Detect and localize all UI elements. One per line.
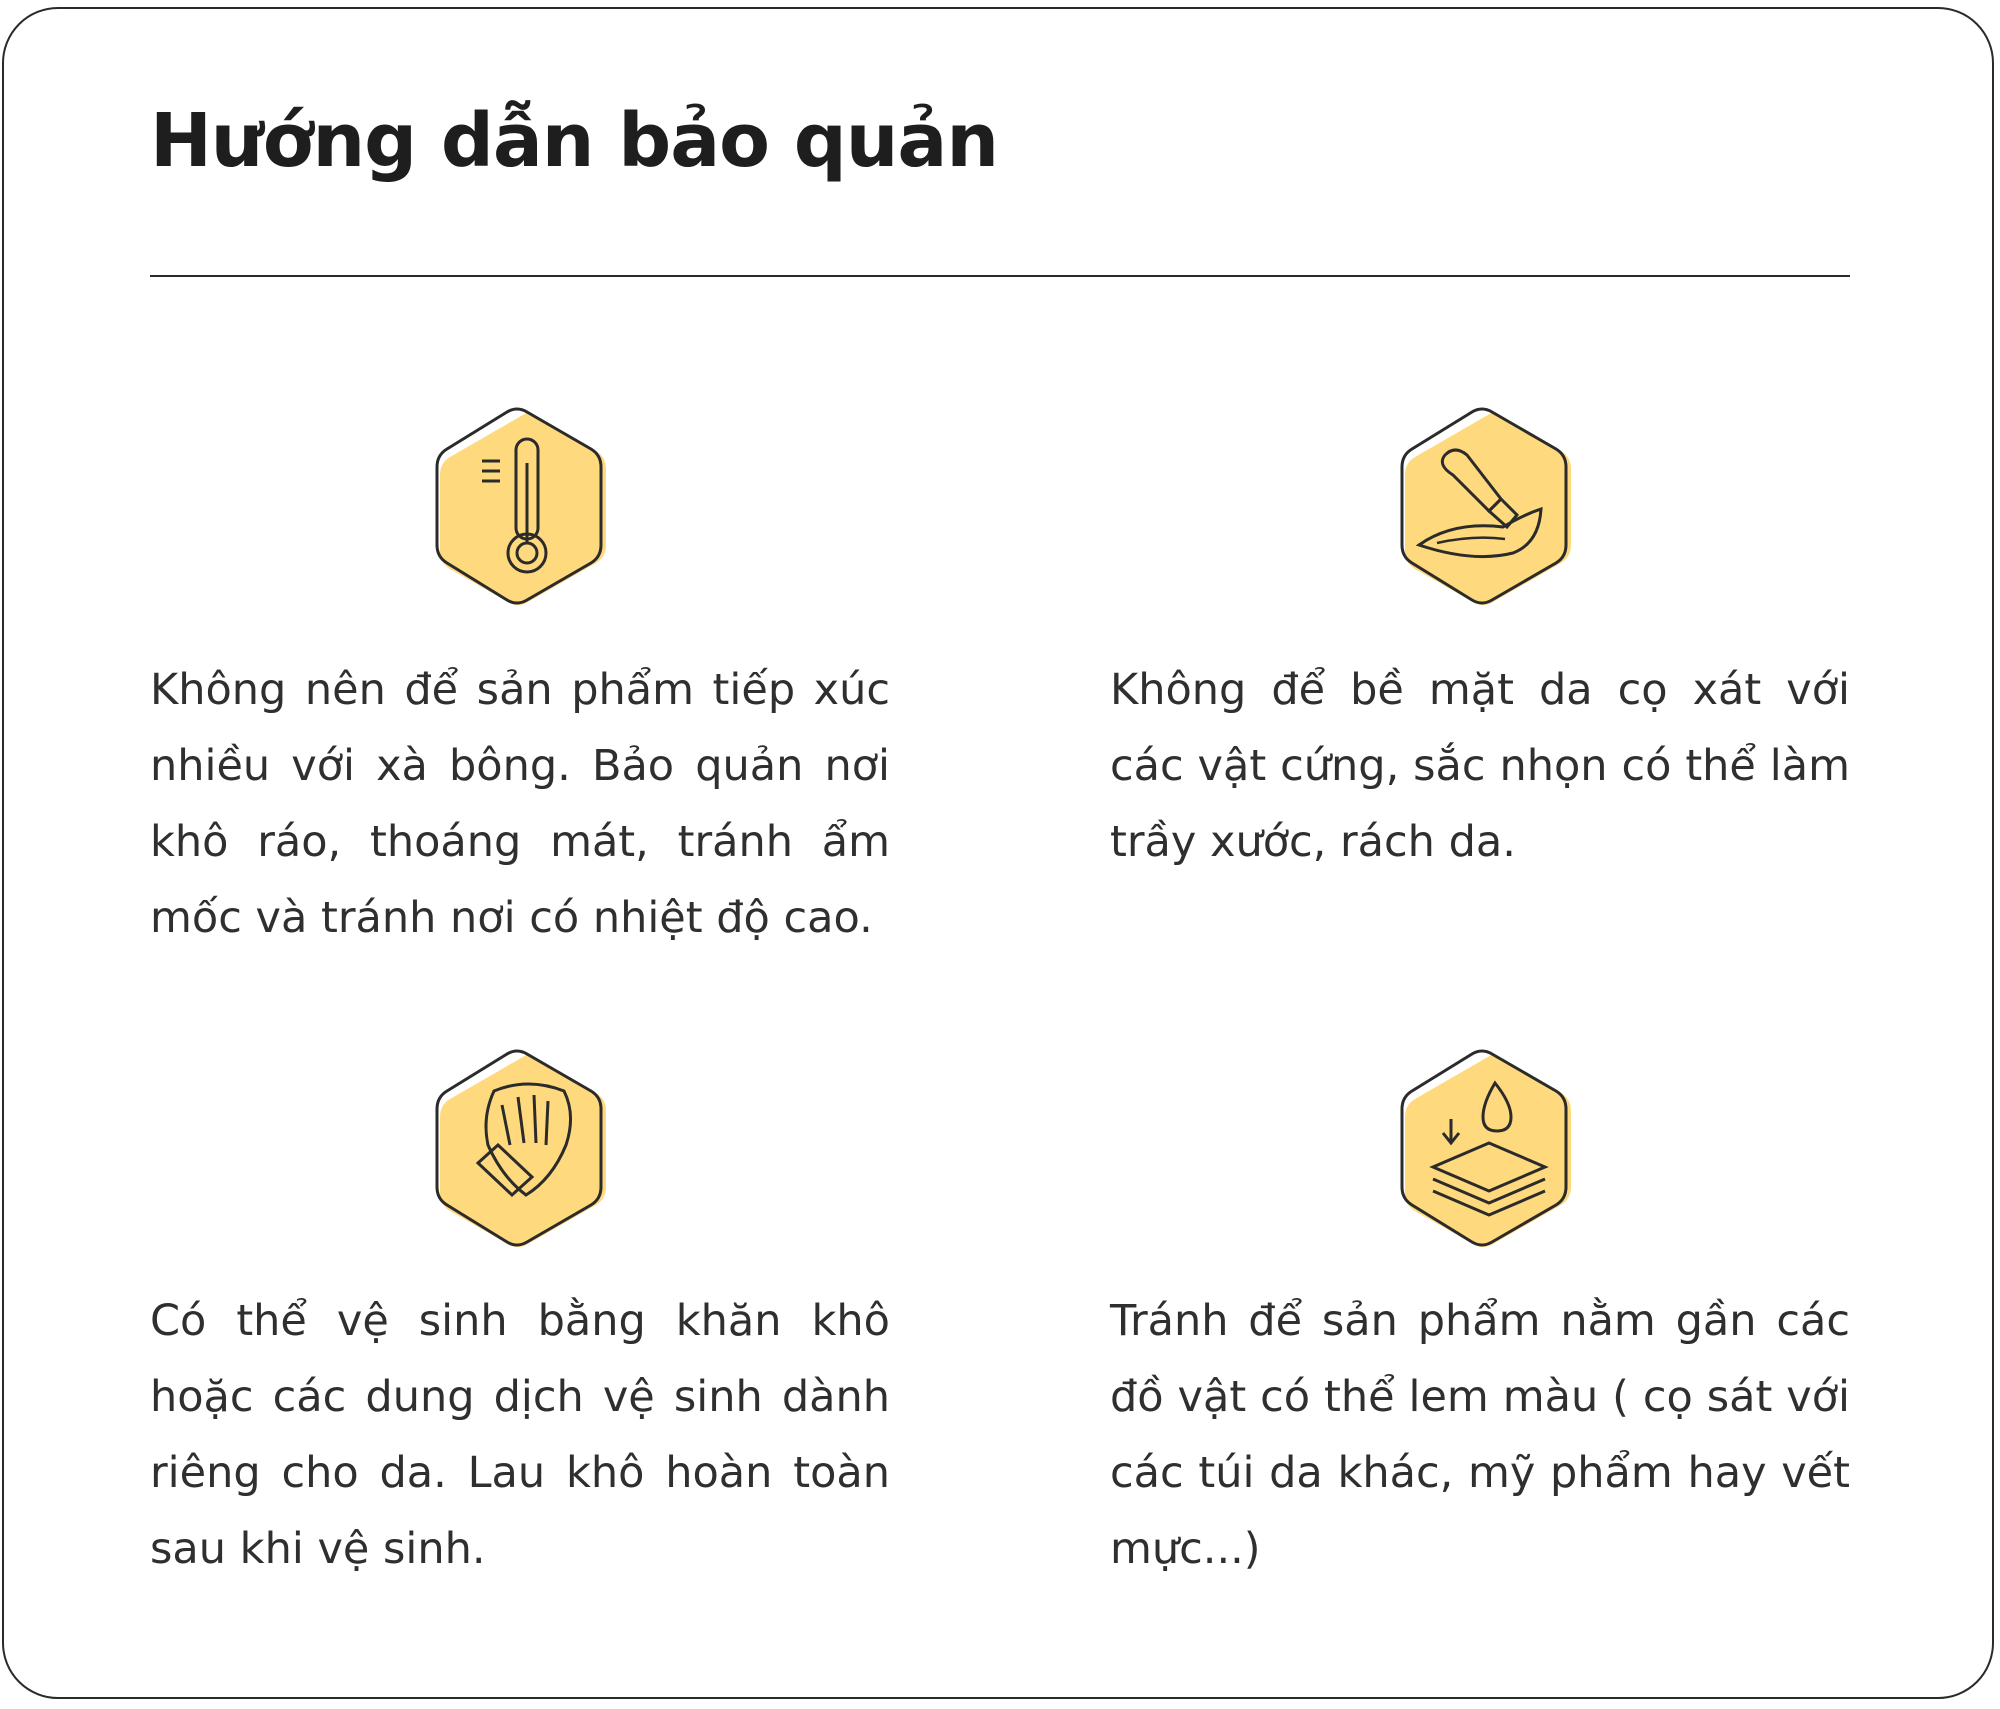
care-text-heat: Không nên để sản phẩm tiếp xúc nhiều với xà bông. Bảo quản nơi khô ráo, thoáng mát, tránh ẩm mốc và tránh nơi có nhiệt độ cao.: [150, 665, 890, 943]
thermometer-icon: [428, 403, 610, 613]
page-title: Hướng dẫn bảo quản: [150, 98, 998, 184]
knife-scratch-icon: [1393, 403, 1575, 613]
care-text-scratch: Không để bề mặt da cọ xát với các vật cứng, sắc nhọn có thể làm trầy xước, rách da.: [1110, 665, 1850, 867]
care-text-clean: Có thể vệ sinh bằng khăn khô hoặc các dung dịch vệ sinh dành riêng cho da. Lau khô hoàn toàn sau khi vệ sinh.: [150, 1296, 890, 1574]
hand-cloth-wipe-icon: [428, 1045, 610, 1255]
care-text-stain: Tránh để sản phẩm nằm gần các đồ vật có thể lem màu ( cọ sát với các túi da khác, mỹ phẩm hay vết mực...): [1110, 1296, 1850, 1574]
water-drop-layers-icon: [1393, 1045, 1575, 1255]
title-divider: [150, 275, 1850, 277]
